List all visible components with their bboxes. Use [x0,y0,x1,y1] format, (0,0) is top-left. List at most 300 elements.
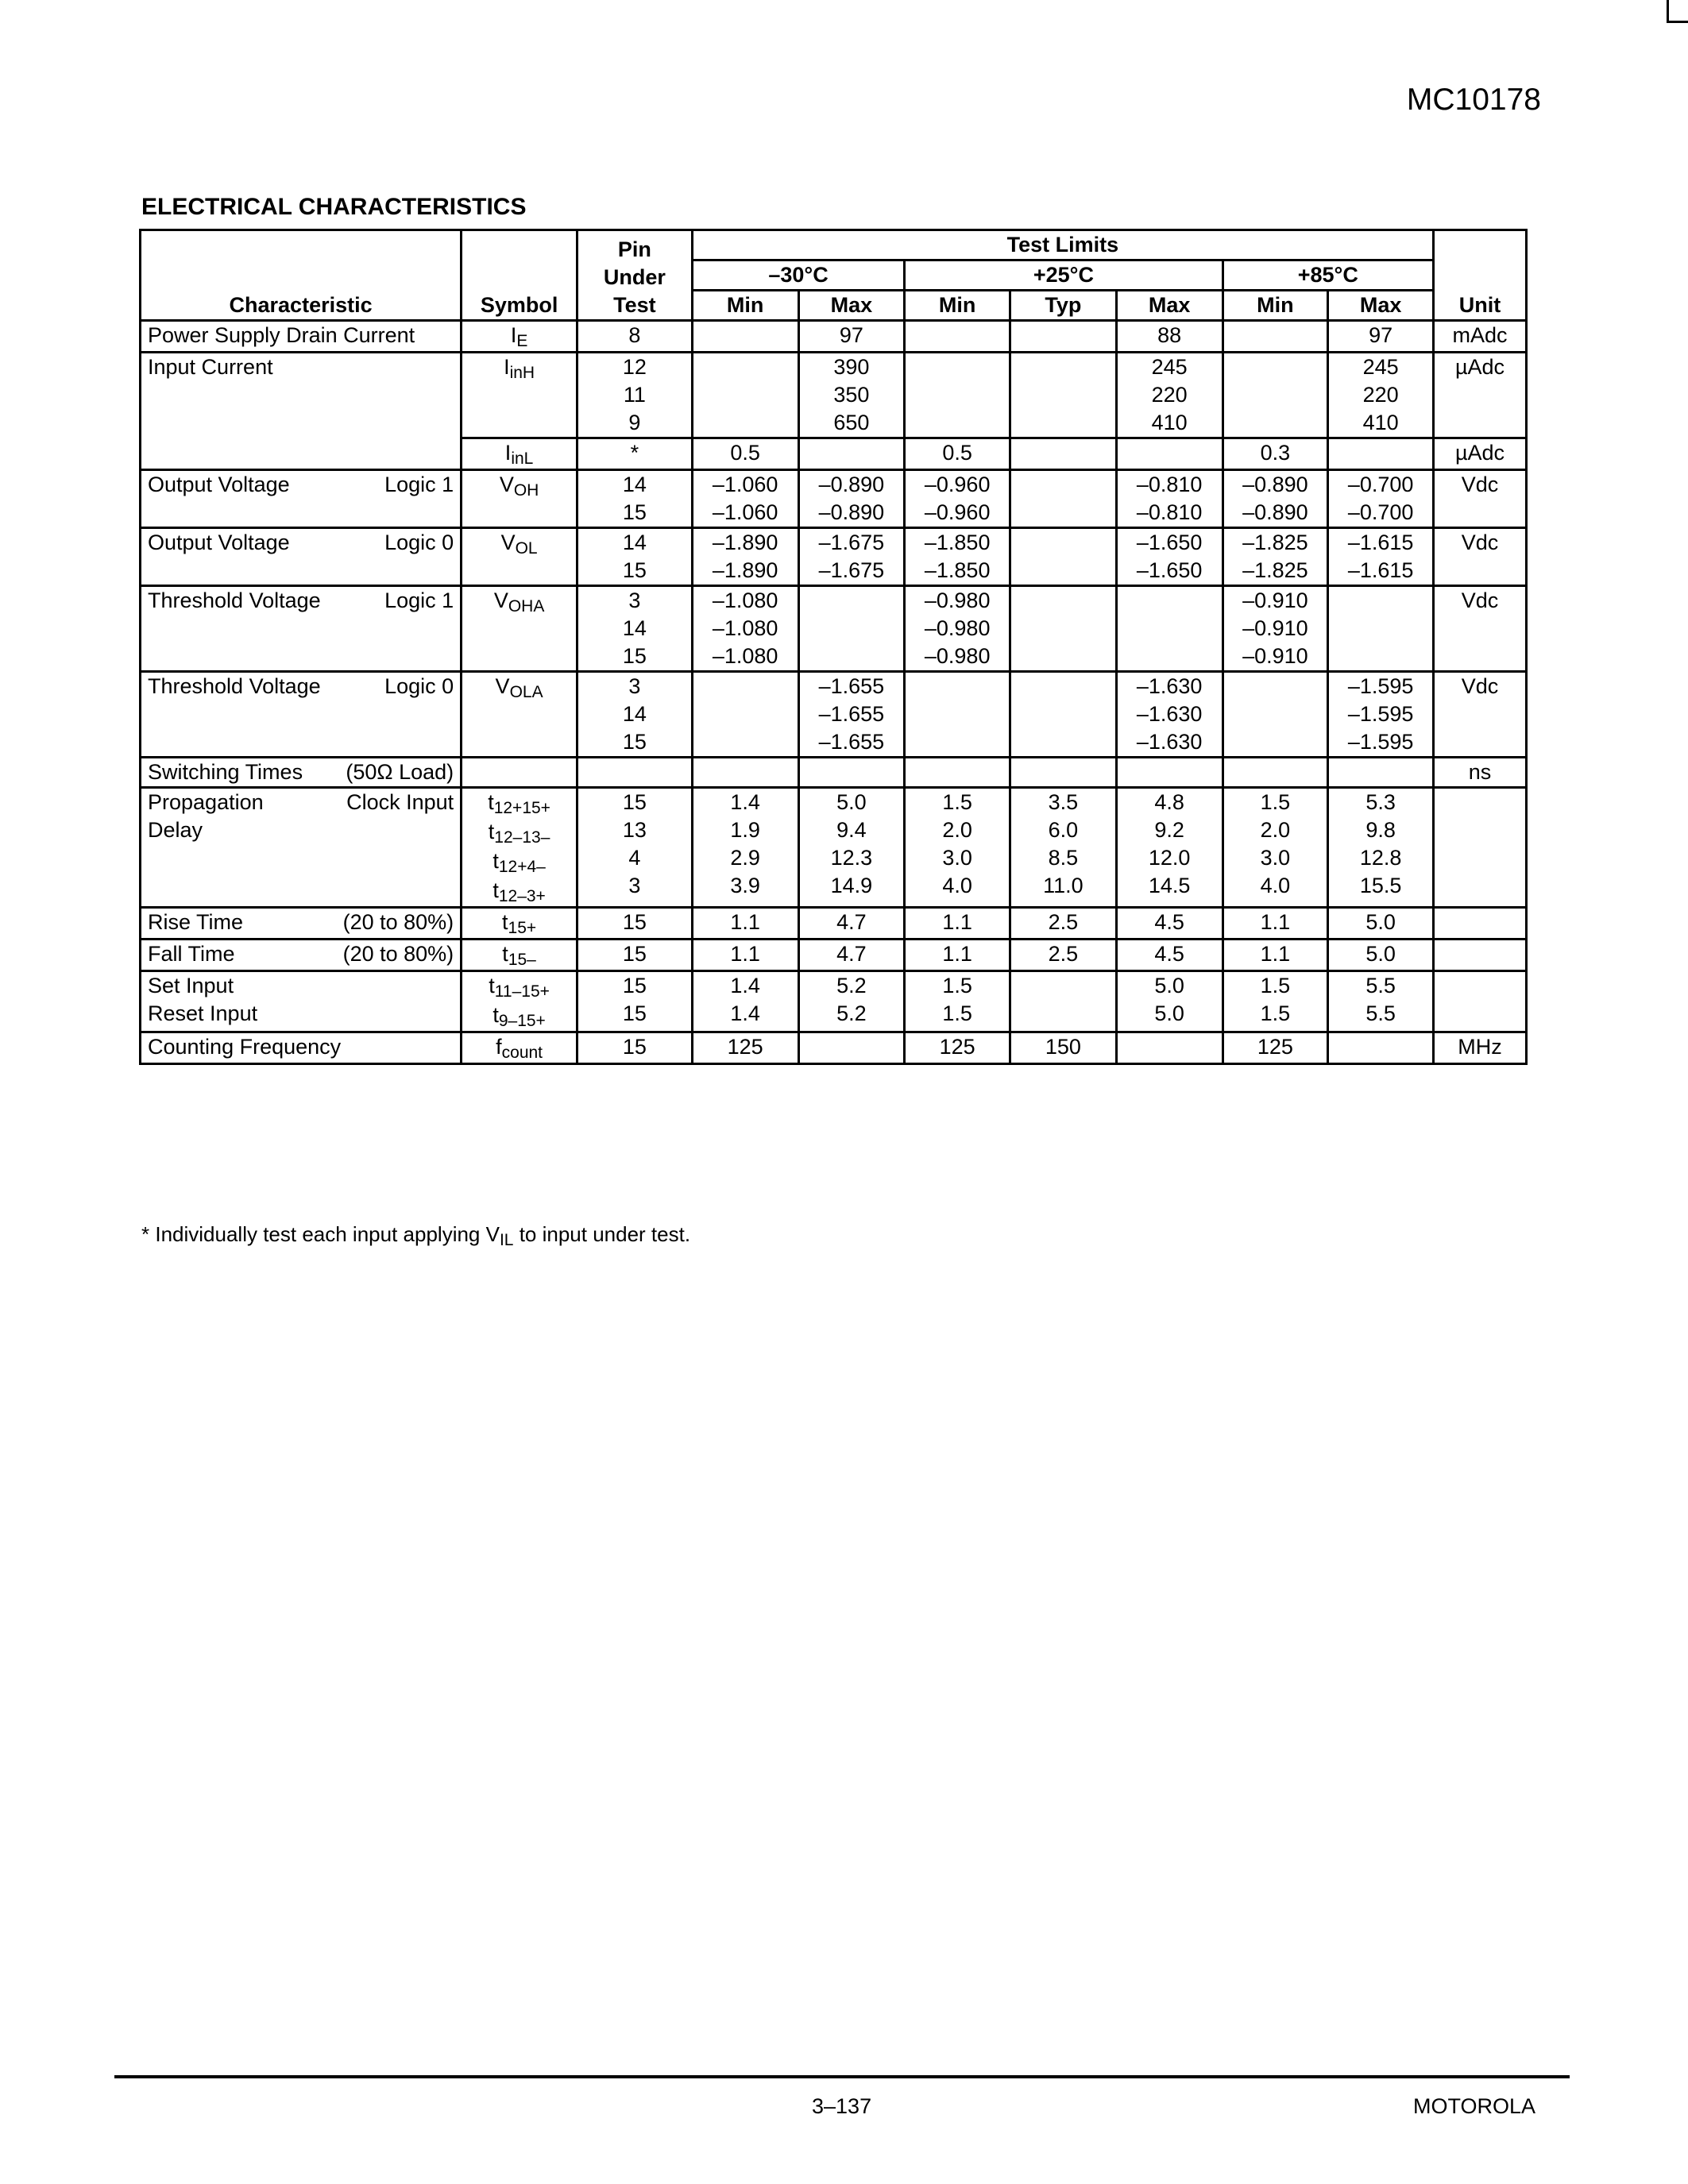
value: 220 [1151,383,1188,407]
value-cell [1010,438,1117,470]
value: –0.700 [1347,473,1414,496]
symbol-cell [462,672,577,758]
value-cell [905,672,1010,758]
value: –1.850 [924,558,991,582]
value: –0.960 [924,473,991,496]
unit-cell [1434,971,1527,1032]
footnote-subscript: IL [499,1231,514,1249]
value: –1.890 [712,558,778,582]
pin-cell [577,971,693,1032]
unit-cell [1434,940,1527,971]
value: 11.0 [1043,874,1083,897]
value-cell [1328,586,1434,672]
value: 15 [622,790,647,814]
symbol-cell [462,586,577,672]
table-row [141,758,1527,788]
symbol-letter: V [499,473,514,496]
value: 11 [623,383,646,407]
header-symbol: Symbol [462,230,577,321]
value: 5.2 [836,974,867,997]
value: 2.9 [730,846,760,870]
value: –0.910 [1242,644,1308,668]
pin-cell [577,470,693,528]
header-under: Under [603,265,666,289]
value: 15 [622,558,647,582]
value-cell: 0.3 [1223,438,1328,470]
value: 5.0 [836,790,867,814]
value: –0.810 [1136,473,1203,496]
value-cell: 1.1 [692,908,798,940]
value-cell: 1.1 [692,940,798,971]
table-row [141,321,1527,353]
value: –0.910 [1242,588,1308,612]
value-cell [1010,353,1117,438]
value: –1.655 [818,730,885,754]
symbol-letter: t [492,1003,499,1027]
characteristic-cell [141,971,462,1032]
characteristic-cell [141,470,462,528]
value: –1.615 [1347,558,1414,582]
symbol-subscript: OHA [508,597,545,615]
symbol-cell [462,321,577,353]
value-cell [1116,758,1223,788]
value: 12.8 [1359,846,1402,870]
value: 15.5 [1359,874,1402,897]
header-max: Max [1116,291,1223,321]
unit-cell: Vdc [1434,470,1527,528]
characteristic-label: Switching Times [148,760,303,784]
value-cell [692,528,798,586]
unit-cell [1434,788,1527,908]
footnote [141,1222,690,1247]
value-cell [905,528,1010,586]
symbol-letter: t [489,974,495,997]
symbol-subscript: OL [515,539,538,558]
value: 15 [622,644,647,668]
pin-cell: 15 [577,1032,693,1064]
value: 245 [1151,355,1188,379]
unit-cell: MHz [1434,1032,1527,1064]
value-cell [798,1032,905,1064]
symbol-cell [462,353,577,438]
value-cell [1010,586,1117,672]
value-cell: 1.1 [1223,940,1328,971]
value-cell [1223,672,1328,758]
value: 1.4 [730,790,760,814]
value: 1.4 [730,1001,760,1025]
symbol-subscript: inH [509,364,535,382]
value-cell: 97 [1328,321,1434,353]
value: 15 [622,500,647,524]
value: 2.0 [1260,818,1291,842]
value: –1.650 [1136,531,1203,554]
value-cell [692,971,798,1032]
characteristic-cell [141,586,462,672]
symbol-letter: t [488,820,495,843]
value-cell: 125 [692,1032,798,1064]
table-row [141,470,1527,528]
symbol-letter: t [488,790,494,814]
value-cell [692,758,798,788]
header-min: Min [905,291,1010,321]
symbol-letter: V [495,674,510,698]
value-cell [1116,672,1223,758]
value-cell: 125 [905,1032,1010,1064]
footnote-text-end: to input under test. [513,1222,691,1246]
crop-corner-mark [1667,0,1688,23]
value: 650 [833,411,870,434]
value-cell [1328,353,1434,438]
value-cell: 5.0 [1328,940,1434,971]
symbol-subscript: OH [513,481,539,500]
value-cell [905,788,1010,908]
value: –0.910 [1242,616,1308,640]
characteristic-cell [141,672,462,758]
value-cell [905,321,1010,353]
value: 350 [833,383,870,407]
value: 3 [628,674,641,698]
symbol-cell [462,470,577,528]
value-cell [798,586,905,672]
table-row [141,971,1527,1032]
pin-cell [577,586,693,672]
value-cell [1223,353,1328,438]
value-cell [905,971,1010,1032]
value: 4.0 [942,874,972,897]
value: 3.5 [1048,790,1079,814]
value: 1.5 [942,974,972,997]
value-cell: 4.5 [1116,940,1223,971]
characteristic-label: Set Input [148,974,234,997]
value: –1.675 [818,558,885,582]
value: –0.890 [1242,473,1308,496]
value-cell [798,353,905,438]
characteristic-label: Threshold Voltage [148,674,321,698]
value: 5.0 [1154,974,1184,997]
value-cell: 0.5 [692,438,798,470]
value: –1.825 [1242,531,1308,554]
value-cell [1328,788,1434,908]
symbol-subscript: 12–3+ [498,887,546,905]
unit-cell: Vdc [1434,586,1527,672]
pin-cell: 15 [577,908,693,940]
characteristic-cell: Input Current [141,353,462,470]
pin-cell: 8 [577,321,693,353]
value: 3.0 [1260,846,1291,870]
pin-cell [577,672,693,758]
value: –0.890 [818,473,885,496]
value-cell [798,758,905,788]
value: 9.8 [1365,818,1396,842]
value-cell [1328,971,1434,1032]
header-min: Min [1223,291,1328,321]
value-cell [1223,321,1328,353]
page-number: 3–137 [812,2094,872,2118]
value: 14.9 [830,874,873,897]
value: –0.980 [924,616,991,640]
unit-cell: Vdc [1434,672,1527,758]
value-cell [798,971,905,1032]
value: –1.630 [1136,730,1203,754]
value-cell [1223,971,1328,1032]
value-cell: 97 [798,321,905,353]
symbol-letter: I [504,355,510,379]
value-cell: 125 [1223,1032,1328,1064]
symbol-subscript: count [501,1044,543,1062]
symbol-letter: f [496,1035,502,1059]
pin-cell: * [577,438,693,470]
value-cell [1223,470,1328,528]
value: 14.5 [1148,874,1191,897]
value: 4.0 [1260,874,1291,897]
value-cell [1010,321,1117,353]
value-cell [1116,528,1223,586]
value: 12 [622,355,647,379]
symbol-letter: V [493,588,508,612]
header-temp-plus25: +25°C [905,260,1223,291]
value-cell [905,758,1010,788]
value: –1.595 [1347,702,1414,726]
table-row [141,1032,1527,1064]
value: 390 [833,355,870,379]
unit-cell [1434,908,1527,940]
value: –0.700 [1347,500,1414,524]
value: –0.810 [1136,500,1203,524]
value: –0.980 [924,588,991,612]
value: 15 [622,730,647,754]
header-max: Max [1328,291,1434,321]
characteristic-cell [141,788,462,908]
table-row [141,672,1527,758]
header-pin: Pin [617,237,651,261]
characteristic-cell [141,908,462,940]
symbol-letter: t [502,910,508,934]
characteristic-label: Output Voltage [148,473,290,496]
value: 14 [622,702,647,726]
value: 13 [622,818,647,842]
table-row [141,586,1527,672]
value: –0.980 [924,644,991,668]
value: –1.060 [712,473,778,496]
value-cell [1223,758,1328,788]
symbol-subscript: 11–15+ [494,982,550,1001]
header-characteristic: Characteristic [141,230,462,321]
table-row [141,908,1527,940]
header-pin-under-test [577,230,693,321]
footer-rule [114,2075,1570,2078]
value-cell [1116,586,1223,672]
value: 3.0 [942,846,972,870]
symbol-cell [462,940,577,971]
unit-cell: µAdc [1434,438,1527,470]
value-cell: 1.1 [905,908,1010,940]
value-cell: 4.5 [1116,908,1223,940]
unit-cell: µAdc [1434,353,1527,438]
value: 14 [622,616,647,640]
characteristic-cell: Power Supply Drain Current [141,321,462,353]
value-cell [1010,788,1117,908]
value: 14 [622,473,647,496]
value-cell [1328,758,1434,788]
value: 5.3 [1365,790,1396,814]
pin-cell: 15 [577,940,693,971]
symbol-subscript: 9–15+ [498,1012,546,1030]
value: 8.5 [1048,846,1079,870]
value-cell: 88 [1116,321,1223,353]
characteristic-qualifier: (20 to 80%) [342,942,454,966]
section-title: ELECTRICAL CHARACTERISTICS [141,194,527,220]
symbol-letter: V [500,531,516,554]
header-temp-minus30: –30°C [692,260,905,291]
value: 9.2 [1154,818,1184,842]
value-cell [1116,470,1223,528]
value: –1.595 [1347,674,1414,698]
electrical-characteristics-table [139,229,1528,1065]
characteristic-qualifier: Logic 1 [384,473,454,496]
value-cell [1116,353,1223,438]
value: –0.890 [818,500,885,524]
value-cell [798,528,905,586]
value-cell [1010,672,1117,758]
pin-cell [577,758,693,788]
value: 12.3 [830,846,873,870]
value-cell [1328,1032,1434,1064]
value-cell [905,586,1010,672]
value-cell [905,470,1010,528]
table-row [141,353,1527,438]
value: –1.080 [712,588,778,612]
unit-cell: Vdc [1434,528,1527,586]
symbol-letter: t [492,878,499,902]
table-row [141,528,1527,586]
symbol-subscript: 12–13– [494,828,550,847]
pin-cell [577,353,693,438]
symbol-letter: t [502,942,508,966]
value-cell [1010,971,1117,1032]
part-number: MC10178 [1406,83,1541,117]
value: 220 [1362,383,1399,407]
value-cell: 5.0 [1328,908,1434,940]
value-cell [1116,1032,1223,1064]
header-test-limits: Test Limits [692,230,1433,260]
header-temp-plus85: +85°C [1223,260,1434,291]
header-min: Min [692,291,798,321]
value: 1.5 [1260,790,1291,814]
symbol-subscript: 15+ [508,919,537,937]
value-cell [692,672,798,758]
header-typ: Typ [1010,291,1117,321]
value-cell [1010,470,1117,528]
characteristic-qualifier: Logic 0 [384,531,454,554]
symbol-cell [462,438,577,470]
symbol-cell [462,528,577,586]
value: 410 [1362,411,1399,434]
value-cell [692,353,798,438]
symbol-subscript: E [516,332,528,350]
value: –1.595 [1347,730,1414,754]
brand-name: MOTOROLA [1412,2094,1535,2118]
characteristic-qualifier: (20 to 80%) [342,910,454,934]
value-cell: 1.1 [1223,908,1328,940]
value-cell: 4.7 [798,940,905,971]
value-cell [692,788,798,908]
value: 1.5 [942,1001,972,1025]
value: 3 [628,588,641,612]
characteristic-cell [141,940,462,971]
value: –0.960 [924,500,991,524]
unit-cell: ns [1434,758,1527,788]
value-cell: 150 [1010,1032,1117,1064]
value-cell [1328,438,1434,470]
value: 3 [628,874,641,897]
value-cell [905,353,1010,438]
value: 5.5 [1365,974,1396,997]
value-cell [692,586,798,672]
symbol-subscript: OLA [509,683,543,701]
symbol-subscript: inL [511,450,534,468]
value: 9.4 [836,818,867,842]
symbol-subscript: 15– [508,951,536,969]
value: 2.0 [942,818,972,842]
value-cell [798,672,905,758]
value-cell [1116,971,1223,1032]
characteristic-label: Propagation [148,790,264,814]
header-max: Max [798,291,905,321]
value: 14 [622,531,647,554]
value: 5.0 [1154,1001,1184,1025]
value-cell [692,470,798,528]
value-cell [1116,438,1223,470]
characteristic-qualifier: Logic 0 [384,674,454,698]
table-row [141,940,1527,971]
characteristic-label: Delay [148,818,203,842]
value: –1.080 [712,616,778,640]
pin-cell [577,528,693,586]
value: –1.080 [712,644,778,668]
characteristic-label: Rise Time [148,910,244,934]
value-cell [1328,470,1434,528]
characteristic-label: Threshold Voltage [148,588,321,612]
header-test: Test [613,293,656,317]
characteristic-label: Fall Time [148,942,235,966]
value-cell: 0.5 [905,438,1010,470]
value: 12.0 [1148,846,1191,870]
value: –1.615 [1347,531,1414,554]
value: –1.060 [712,500,778,524]
value: 9 [628,411,641,434]
value: 1.9 [730,818,760,842]
value: 3.9 [730,874,760,897]
symbol-subscript: 12+15+ [493,799,550,817]
pin-cell [577,788,693,908]
value: –1.850 [924,531,991,554]
value: –1.890 [712,531,778,554]
value-cell [1223,528,1328,586]
value: –1.655 [818,674,885,698]
characteristic-cell [141,758,462,788]
characteristic-qualifier: Clock Input [346,790,454,814]
value: 1.4 [730,974,760,997]
value-cell [798,788,905,908]
value: –1.655 [818,702,885,726]
value-cell: 4.7 [798,908,905,940]
value-cell [1223,586,1328,672]
value: 1.5 [1260,1001,1291,1025]
value-cell [1328,528,1434,586]
unit-cell: mAdc [1434,321,1527,353]
value: –1.630 [1136,702,1203,726]
value-cell: 1.1 [905,940,1010,971]
